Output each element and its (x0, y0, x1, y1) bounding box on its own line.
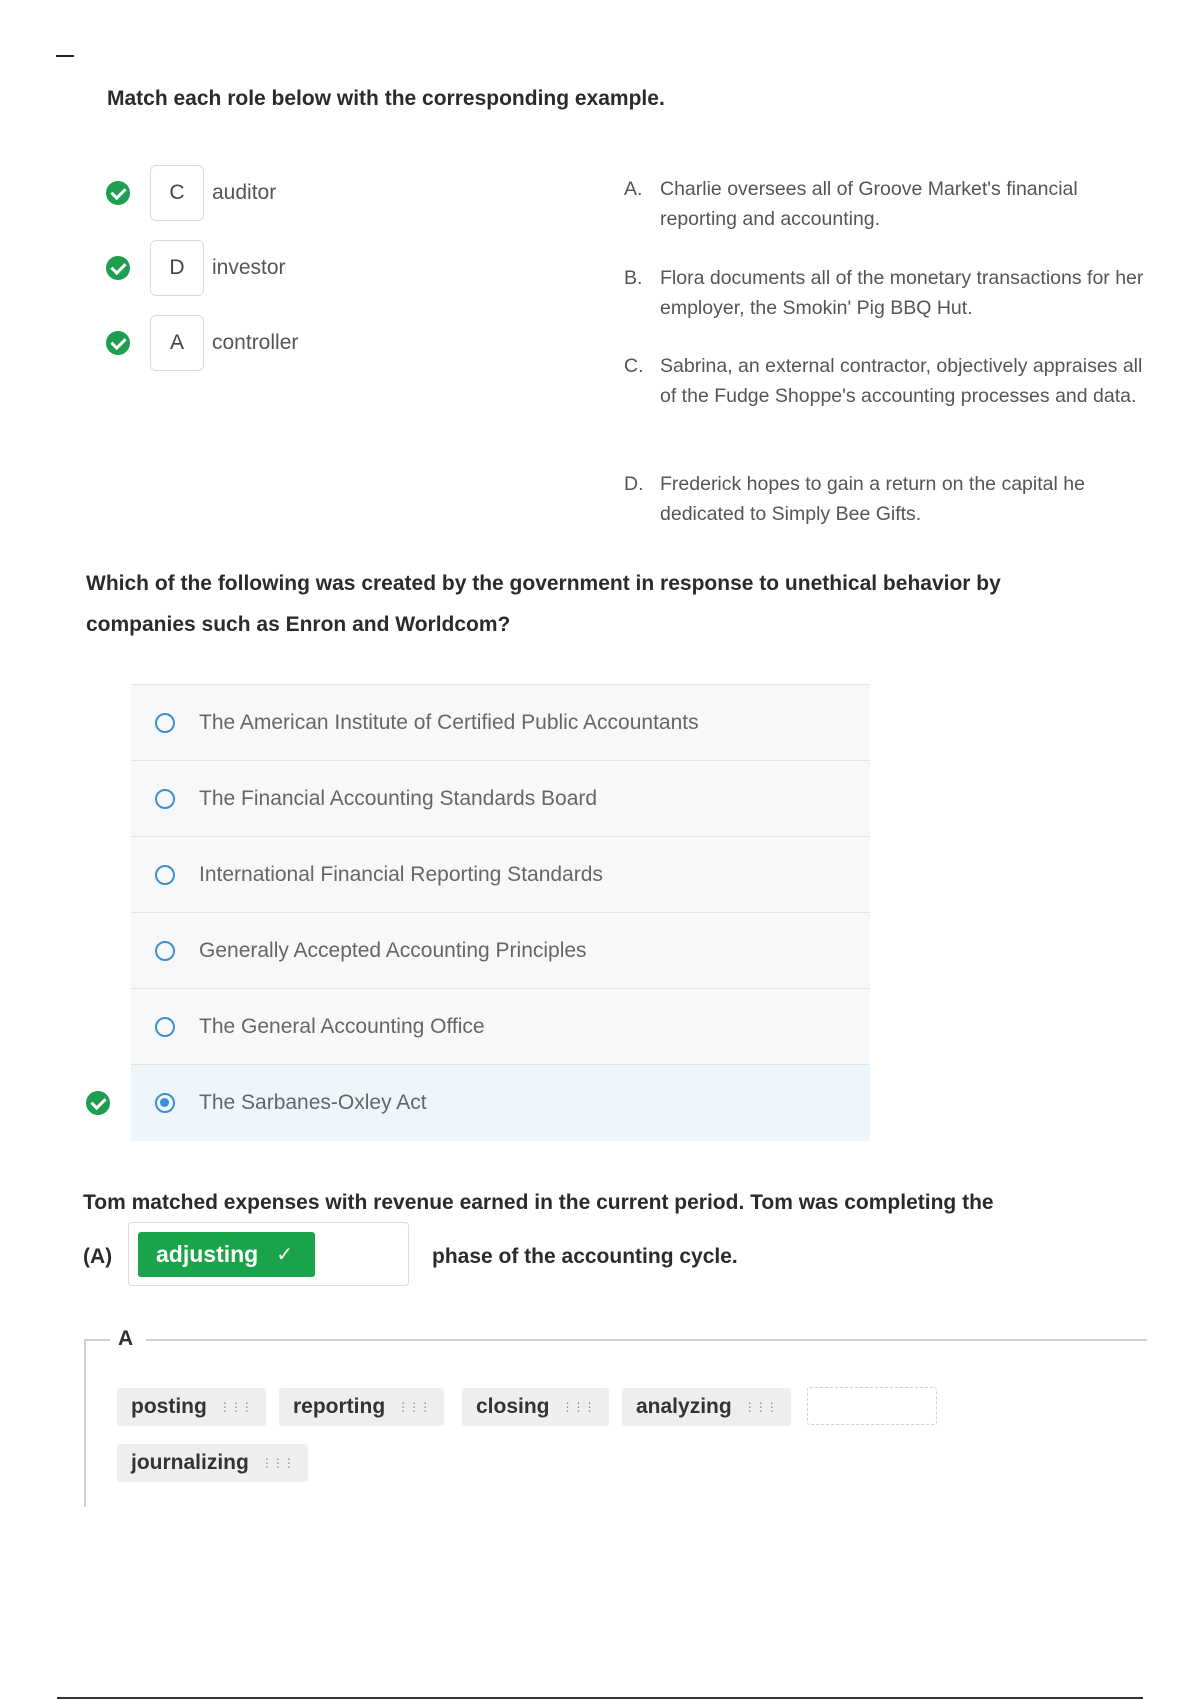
example-letter: A. (624, 178, 643, 200)
radio-button-selected[interactable] (155, 1093, 175, 1113)
radio-button[interactable] (155, 865, 175, 885)
bank-border-top (84, 1339, 110, 1341)
example-text: Charlie oversees all of Groove Market's financial reporting and accounting. (660, 178, 1078, 230)
example-text: Frederick hopes to gain a return on the capital he dedicated to Simply Bee Gifts. (660, 473, 1085, 525)
bank-border-top (146, 1339, 1147, 1341)
q3-line1: Tom matched expenses with revenue earned in the current period. Tom was completing the (83, 1191, 994, 1214)
bank-border-left (84, 1339, 86, 1507)
word-token-journalizing[interactable] (117, 1444, 308, 1482)
drag-handle-icon[interactable]: ⋮⋮⋮ (397, 1400, 431, 1414)
answer-drop-zone[interactable] (128, 1222, 409, 1286)
q2-title-line1: Which of the following was created by the government in response to unethical behavior by (86, 572, 1001, 595)
option-label: The Financial Accounting Standards Board (199, 786, 598, 810)
option-label: Generally Accepted Accounting Principles (199, 938, 587, 962)
option-gaap[interactable] (131, 913, 870, 989)
check-icon: ✓ (276, 1244, 293, 1266)
token-label: journalizing (131, 1451, 249, 1474)
answer-chip-label: adjusting (156, 1241, 259, 1267)
match-row-auditor (106, 165, 276, 221)
role-label: auditor (212, 181, 277, 204)
token-label: reporting (293, 1395, 386, 1418)
word-token-posting[interactable] (117, 1388, 266, 1426)
token-label: analyzing (636, 1395, 732, 1418)
option-label: International Financial Reporting Standards (199, 862, 603, 886)
bottom-rule (57, 1697, 1143, 1699)
answer-chip[interactable] (138, 1232, 315, 1277)
radio-button[interactable] (155, 789, 175, 809)
option-sox[interactable] (131, 1065, 870, 1141)
match-row-investor (106, 240, 286, 296)
drag-handle-icon[interactable]: ⋮⋮⋮ (218, 1400, 252, 1414)
example-d (624, 469, 1144, 529)
drag-handle-icon[interactable]: ⋮⋮⋮ (260, 1456, 294, 1470)
option-ifrs[interactable] (131, 837, 870, 913)
correct-check-icon (106, 256, 130, 280)
example-c (624, 351, 1144, 411)
example-letter: C. (624, 355, 644, 377)
role-label: controller (212, 331, 299, 354)
q2-title-line2: companies such as Enron and Worldcom? (86, 613, 511, 636)
q3-blank-label: (A) (83, 1245, 113, 1268)
role-label: investor (212, 256, 286, 279)
radio-button[interactable] (155, 713, 175, 733)
top-dash (56, 55, 74, 57)
correct-check-icon (106, 181, 130, 205)
option-label: The American Institute of Certified Public Accountants (199, 710, 699, 734)
option-gao[interactable] (131, 989, 870, 1065)
example-text: Sabrina, an external contractor, objectively appraises all of the Fudge Shoppe's accounting processes and data. (660, 355, 1143, 407)
token-label: posting (131, 1395, 207, 1418)
match-letter-select[interactable]: C (150, 165, 204, 221)
q1-title: Match each role below with the corresponding example. (107, 87, 665, 110)
drag-handle-icon[interactable]: ⋮⋮⋮ (561, 1400, 595, 1414)
match-letter-select[interactable]: D (150, 240, 204, 296)
option-label: The General Accounting Office (199, 1014, 485, 1038)
option-fasb[interactable] (131, 761, 870, 837)
example-b (624, 263, 1144, 323)
example-letter: D. (624, 473, 644, 495)
example-a (624, 174, 1144, 234)
correct-check-icon (86, 1091, 110, 1115)
example-letter: B. (624, 267, 643, 289)
word-token-closing[interactable] (462, 1388, 609, 1426)
example-text: Flora documents all of the monetary transactions for her employer, the Smokin' Pig BBQ Hut. (660, 267, 1144, 319)
correct-check-icon (106, 331, 130, 355)
token-label: closing (476, 1395, 550, 1418)
match-row-controller (106, 315, 298, 371)
match-letter-select[interactable]: A (150, 315, 204, 371)
word-token-analyzing[interactable] (622, 1388, 791, 1426)
word-token-reporting[interactable] (279, 1388, 444, 1426)
drag-handle-icon[interactable]: ⋮⋮⋮ (743, 1400, 777, 1414)
radio-button[interactable] (155, 1017, 175, 1037)
option-aicpa[interactable] (131, 685, 870, 761)
radio-button[interactable] (155, 941, 175, 961)
option-label: The Sarbanes-Oxley Act (199, 1091, 427, 1114)
q2-options (131, 684, 870, 1141)
empty-token-slot[interactable] (807, 1387, 937, 1425)
q3-line2-suffix: phase of the accounting cycle. (432, 1245, 738, 1268)
word-bank-label: A (118, 1327, 134, 1350)
